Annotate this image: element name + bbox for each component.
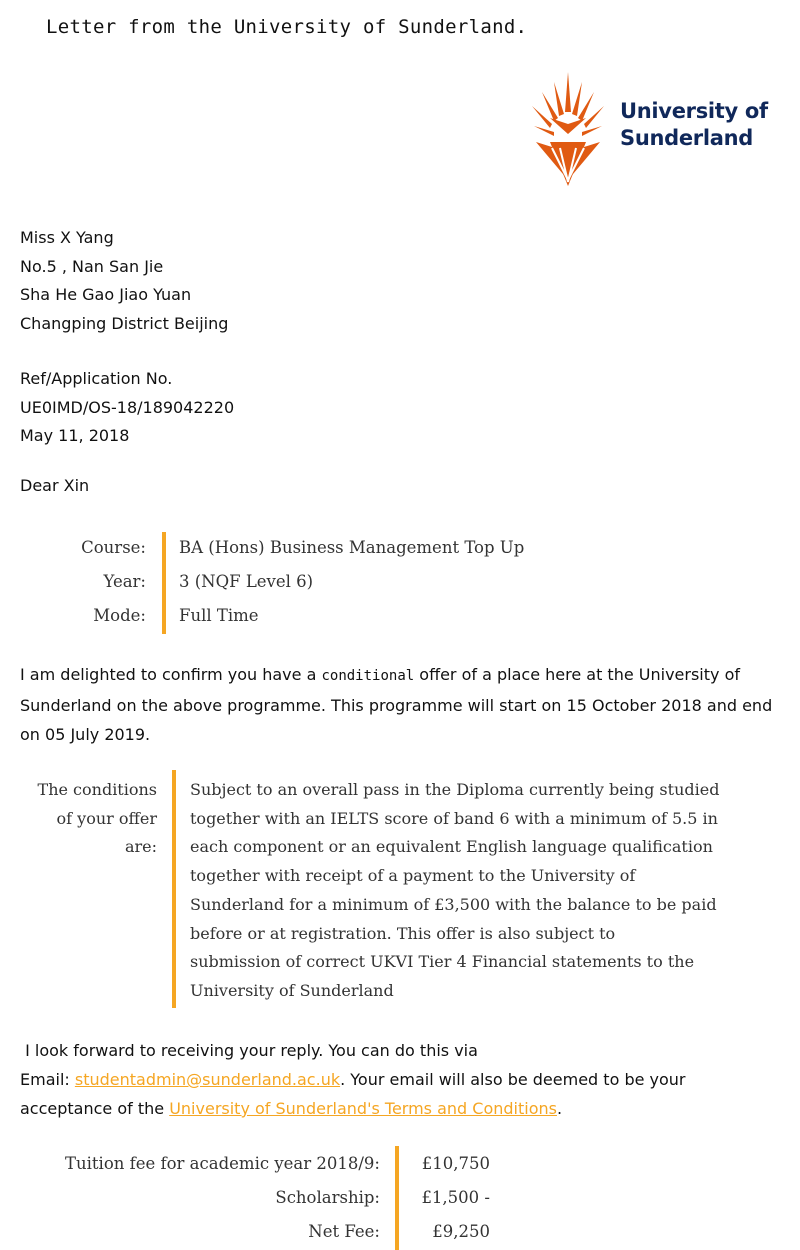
sunburst-logo-icon <box>528 68 608 188</box>
letter-date: May 11, 2018 <box>20 426 130 446</box>
fee-label: Tuition fee for academic year 2018/9: <box>65 1153 380 1173</box>
course-details <box>20 530 524 632</box>
conditional-term: conditional <box>321 668 415 684</box>
fee-label: Net Fee: <box>308 1221 380 1241</box>
fee-row <box>20 1180 490 1214</box>
university-logo <box>528 68 788 188</box>
year-value: 3 (NQF Level 6) <box>179 571 314 591</box>
recipient-address <box>20 224 228 339</box>
fee-divider <box>395 1146 399 1250</box>
ref-label: Ref/Application No. <box>20 369 173 388</box>
terms-link[interactable]: University of Sunderland's Terms and Conditions <box>169 1099 557 1118</box>
offer-paragraph: I am delighted to confirm you have a conditional offer of a place here at the University of Sunderland on the above programme. This programme will start on 15 October 2018 and end on 05 July 2019. <box>20 665 773 744</box>
conditions-label: The conditions of your offer are: <box>37 780 157 857</box>
conditions-text: Subject to an overall pass in the Diploma currently being studied together with an IELTS score of band 6 with a minimum of 5.5 in each component or an equivalent English language qualification together with receipt of a payment to the University of Sunderland for a minimum of £3,500 with the balance to be paid before or at registration. This offer is also subject to submission of correct UKVI Tier 4 Financial statements to the University of Sunderland <box>190 780 720 1000</box>
fee-value: £9,250 <box>432 1221 490 1241</box>
fee-row <box>20 1146 490 1180</box>
fee-label: Scholarship: <box>275 1187 380 1207</box>
address-line: Sha He Gao Jiao Yuan <box>20 285 192 305</box>
course-row <box>20 530 524 564</box>
fee-value: £10,750 <box>421 1153 490 1173</box>
address-line: No.5 , Nan San Jie <box>20 256 164 276</box>
course-divider <box>162 532 166 634</box>
address-line: Miss X Yang <box>20 228 114 247</box>
salutation: Dear Xin <box>20 476 90 495</box>
course-label: Course: <box>81 537 146 557</box>
email-link[interactable]: studentadmin@sunderland.ac.uk <box>74 1070 341 1089</box>
mode-row <box>20 598 524 632</box>
year-row <box>20 564 524 598</box>
fee-value: £1,500 - <box>421 1187 490 1207</box>
reply-paragraph: I look forward to receiving your reply. You can do this via Email: studentadmin@sunderland.ac.uk. Your email will also be deemed to be your acceptance of the University of Sunderland's Terms and Conditions. <box>20 1041 686 1118</box>
fee-table <box>20 1146 490 1248</box>
year-label: Year: <box>103 571 146 591</box>
logo-wordmark: University of Sunderland <box>620 99 768 150</box>
ref-number: UE0IMD/OS-18/189042220 <box>20 397 235 417</box>
fee-row <box>20 1214 490 1248</box>
mode-value: Full Time <box>179 605 259 625</box>
mode-label: Mode: <box>93 605 146 625</box>
course-value: BA (Hons) Business Management Top Up <box>179 537 525 557</box>
conditions-divider <box>172 770 176 1008</box>
reference-block <box>20 365 234 451</box>
address-line: Changping District Beijing <box>20 314 229 334</box>
page-heading: Letter from the University of Sunderland. <box>46 16 528 38</box>
